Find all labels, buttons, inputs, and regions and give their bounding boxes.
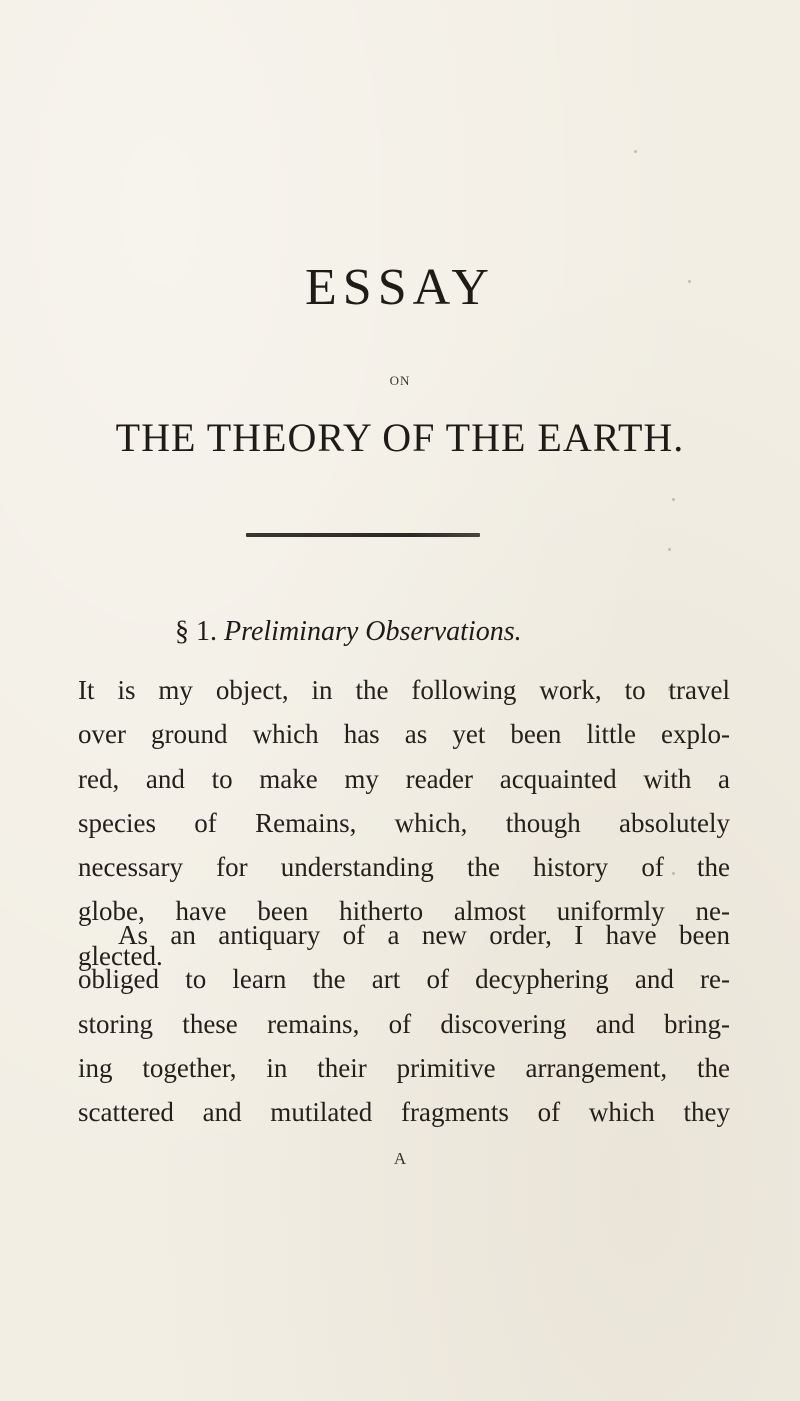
text-line: ing together, in their primitive arrangement, the	[78, 1052, 730, 1083]
paper-speck	[668, 548, 671, 551]
section-number: § 1.	[175, 616, 217, 647]
text-line: scattered and mutilated fragments of which they	[78, 1097, 730, 1128]
text-line: red, and to make my reader acquainted with a	[78, 763, 730, 794]
title-connector: ON	[389, 373, 411, 388]
text-line: necessary for understanding the history of the	[78, 852, 730, 883]
text-line: It is my object, in the following work, to travel	[78, 675, 730, 705]
essay-title: ESSAY	[305, 259, 495, 316]
text-line: storing these remains, of discovering and bring-	[78, 1008, 730, 1039]
text-line: species of Remains, which, though absolutely	[78, 807, 730, 838]
paragraph-2	[78, 913, 730, 1134]
text-line: globe, have been hitherto almost uniformly ne-	[78, 896, 730, 927]
section-heading	[175, 618, 522, 646]
text-line: As an antiquary of a new order, I have been	[118, 920, 730, 950]
text-line: glected.	[78, 940, 163, 971]
signature-mark: A	[393, 1149, 407, 1168]
divider-rule	[246, 533, 480, 537]
text-line: obliged to learn the art of decyphering and re-	[78, 964, 730, 995]
section-title: Preliminary Observations.	[224, 616, 522, 647]
paper-speck	[634, 150, 637, 153]
main-heading: THE THEORY OF THE EARTH.	[115, 415, 685, 460]
text-line: over ground which has as yet been little explo-	[78, 719, 730, 750]
paper-speck	[672, 498, 675, 501]
